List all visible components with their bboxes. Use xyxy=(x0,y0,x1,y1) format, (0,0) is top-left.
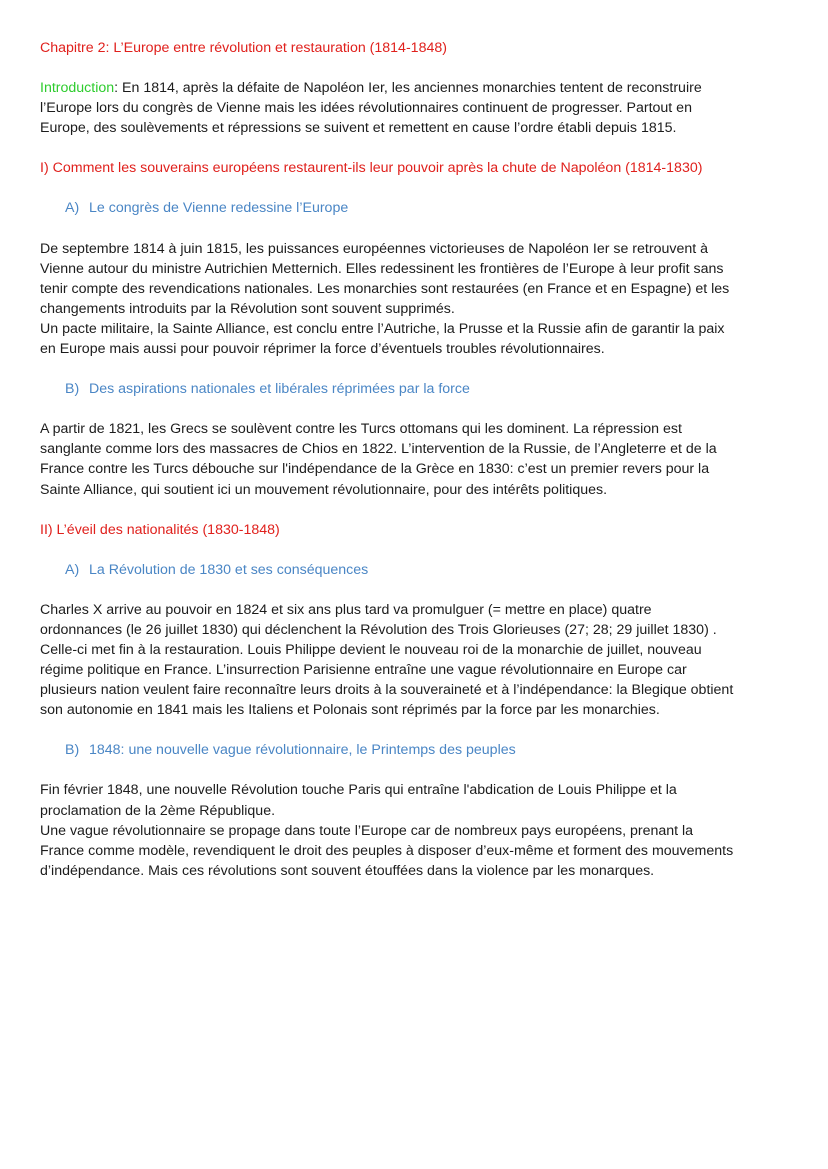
part-2-heading: II) L’éveil des nationalités (1830-1848) xyxy=(40,521,280,538)
text-line: en Europe mais aussi pour pouvoir réprimer la force d’éventuels troubles révolutionnaires. xyxy=(40,341,605,358)
text-line: Une vague révolutionnaire se propage dans toute l’Europe car de nombreux pays européens, prenant la xyxy=(40,822,694,839)
text-line: France comme modèle, revendiquent le droit des peuples à disposer d’eux-même et forment des mouvements xyxy=(40,842,734,859)
text-line: changements introduits par la Révolution sont souvent supprimés. xyxy=(40,300,455,317)
introduction-paragraph xyxy=(40,78,800,138)
text-line: régime politique en France. L’insurrection Parisienne entraîne une vague révolutionnaire en Europe car xyxy=(40,662,687,679)
section-letter: B) xyxy=(65,381,80,398)
text-line: tenir compte des revendications nationales. Les monarchies sont restaurées (en France et en Espagne) et les xyxy=(40,280,730,297)
section-letter: B) xyxy=(65,742,80,759)
text-line: A partir de 1821, les Grecs se soulèvent contre les Turcs ottomans qui les dominent. La répression est xyxy=(40,421,682,438)
section-letter: A) xyxy=(65,561,80,578)
intro-label: Introduction xyxy=(40,80,115,97)
chapter-title: Chapitre 2: L’Europe entre révolution et restauration (1814-1848) xyxy=(40,40,447,56)
section-title: Le congrès de Vienne redessine l’Europe xyxy=(89,200,349,217)
text-line: proclamation de la 2ème République. xyxy=(40,802,276,819)
section-title: La Révolution de 1830 et ses conséquences xyxy=(89,561,369,578)
text-line: plusieurs nation veulent faire reconnaître leurs droits à la souveraineté et à l’indépendance: la Blegique obtient xyxy=(40,682,734,699)
text-line: Celle-ci met fin à la restauration. Louis Philippe devient le nouveau roi de la monarchie de juillet, nouveau xyxy=(40,641,702,658)
document-page xyxy=(40,38,800,901)
text-line: Un pacte militaire, la Sainte Alliance, est conclu entre l’Autriche, la Prusse et la Russie afin de garantir la paix xyxy=(40,320,725,337)
part-1-section-a-heading xyxy=(65,198,800,218)
text-line: De septembre 1814 à juin 1815, les puissances européennes victorieuses de Napoléon Ier se retrouvent à xyxy=(40,240,709,257)
text-line: France contre les Turcs débouche sur l'indépendance de la Grèce en 1830: c’est un premier revers pour la xyxy=(40,461,710,478)
text-line: Vienne autour du ministre Autrichien Metternich. Elles redessinent les frontières de l’Europe à leur profit sans xyxy=(40,260,724,277)
part-2-section-b-paragraph xyxy=(40,780,800,880)
intro-text: : En 1814, après la défaite de Napoléon Ier, les anciennes monarchies tentent de reconstruire xyxy=(114,80,702,97)
text-line: Charles X arrive au pouvoir en 1824 et six ans plus tard va promulguer (= mettre en place) quatre xyxy=(40,601,652,618)
section-letter: A) xyxy=(65,200,80,217)
part-2-section-b-heading xyxy=(65,740,800,760)
part-1-heading: I) Comment les souverains européens restaurent-ils leur pouvoir après la chute de Napoléon (1814-1830) xyxy=(40,160,703,177)
part-1-section-b-heading xyxy=(65,379,800,399)
part-1-section-b-paragraph xyxy=(40,419,800,499)
part-2-section-a-paragraph xyxy=(40,600,800,721)
text-line: Sainte Alliance, qui soutient ici un mouvement révolutionnaire, pour des intérêts politiques. xyxy=(40,481,608,498)
text-line: son autonomie en 1841 mais les Italiens et Polonais sont réprimés par la force par les monarchies. xyxy=(40,702,660,719)
intro-line-3: Europe, des soulèvements et répressions se suivent et remettent en cause l’ordre établi depuis 1815. xyxy=(40,120,677,137)
text-line: sanglante comme lors des massacres de Chios en 1822. L’intervention de la Russie, de l’Angleterre et de la xyxy=(40,441,717,458)
text-line: d’indépendance. Mais ces révolutions sont souvent étouffées dans la violence par les monarques. xyxy=(40,862,655,879)
intro-line-1 xyxy=(40,78,800,98)
part-1-section-a-paragraph xyxy=(40,239,800,360)
intro-line-2: l’Europe lors du congrès de Vienne mais les idées révolutionnaires continuent de progresser. Partout en xyxy=(40,100,692,117)
section-title: 1848: une nouvelle vague révolutionnaire, le Printemps des peuples xyxy=(89,742,516,759)
text-line: ordonnances (le 26 juillet 1830) qui déclenchent la Révolution des Trois Glorieuses (27; 28; 29 juillet 1830) . xyxy=(40,621,717,638)
text-line: Fin février 1848, une nouvelle Révolution touche Paris qui entraîne l'abdication de Louis Philippe et la xyxy=(40,782,677,799)
section-title: Des aspirations nationales et libérales réprimées par la force xyxy=(89,381,470,398)
part-2-section-a-heading xyxy=(65,560,800,580)
